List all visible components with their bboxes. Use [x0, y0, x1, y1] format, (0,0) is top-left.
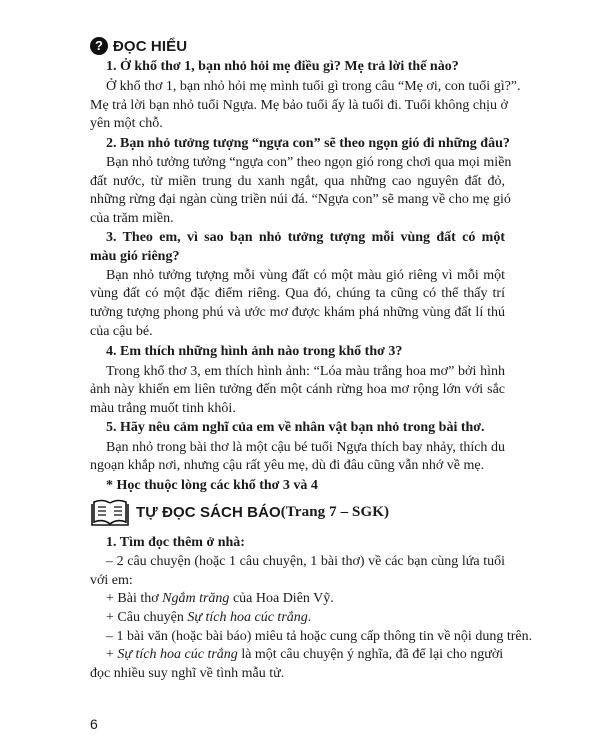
answer-2-line: Bạn nhỏ tưởng tưởng “ngựa con” theo ngọn gió rong chơi qua mọi miền: [106, 155, 512, 171]
question-3-cont: màu gió riêng?: [90, 249, 180, 265]
answer-1-line: Mẹ trả lời bạn nhỏ tuổi Ngựa. Mẹ bảo tuổi ấy là tuổi đi. Tuổi không chịu ở: [90, 97, 508, 113]
reading-line: đọc nhiều suy nghĩ về tình mẫu tử.: [90, 665, 285, 681]
answer-4-line: Trong khổ thơ 3, em thích hình ảnh: “Lóa màu trắng hoa mơ” bởi hình: [106, 363, 505, 379]
reading-item-2: + Câu chuyện Sự tích hoa cúc trắng.: [106, 610, 312, 626]
story-title: Sự tích hoa cúc trắng: [187, 610, 308, 626]
reading-line: với em:: [90, 572, 133, 588]
section-subtitle: (Trang 7 – SGK): [280, 503, 390, 520]
reading-heading: 1. Tìm đọc thêm ở nhà:: [106, 534, 245, 550]
section-heading-doc-hieu: [90, 37, 187, 55]
answer-3-line: vùng đất có một đặc điểm riêng. Qua đó, chúng ta cũng có thể thấy trí: [90, 286, 505, 302]
section-title: ĐỌC HIỂU: [113, 37, 188, 55]
answer-3-line: tưởng tượng phong phú và ước mơ được khám phá những vùng đất lí thú: [90, 304, 505, 320]
answer-1-line: Ở khổ thơ 1, bạn nhỏ hỏi mẹ mình tuổi gì trong câu “Mẹ ơi, con tuổi gì?”.: [106, 78, 521, 94]
reading-item-3: + Sự tích hoa cúc trắng là một câu chuyện ý nghĩa, đã để lại cho người: [106, 647, 504, 663]
question-5: 5. Hãy nêu cảm nghĩ của em về nhân vật bạn nhỏ trong bài thơ.: [106, 420, 485, 436]
question-2: 2. Bạn nhỏ tưởng tượng “ngựa con” sẽ theo ngọn gió đi những đâu?: [106, 135, 510, 151]
section-title: TỰ ĐỌC SÁCH BÁO: [136, 503, 281, 521]
answer-1-line: yên một chỗ.: [90, 116, 163, 132]
memorize-note: * Học thuộc lòng các khổ thơ 3 và 4: [106, 477, 318, 493]
question-circle-icon: ?: [90, 37, 108, 55]
answer-5-line: Bạn nhỏ trong bài thơ là một cậu bé tuổi Ngựa thích bay nhảy, thích du: [106, 439, 505, 455]
answer-5-line: ngoạn khắp nơi, nhưng cậu rất yêu mẹ, dù đi đâu cũng vẫn nhớ về mẹ.: [90, 458, 485, 474]
open-book-icon: [90, 497, 130, 527]
answer-4-line: ảnh này khiến em liên tưởng đến một cánh rừng hoa mơ rộng lớn với sắc: [90, 382, 505, 398]
poem-title: Ngắm trăng: [162, 591, 230, 607]
answer-4-line: màu trắng muốt tinh khôi.: [90, 400, 236, 416]
reading-item-1: + Bài thơ Ngắm trăng của Hoa Diên Vỹ.: [106, 591, 334, 607]
section-heading-tu-doc: [90, 497, 389, 527]
question-4: 4. Em thích những hình ảnh nào trong khổ thơ 3?: [106, 344, 403, 360]
question-3: 3. Theo em, vì sao bạn nhỏ tưởng tượng mỗi vùng đất có một: [106, 229, 505, 245]
answer-3-line: của cậu bé.: [90, 323, 153, 339]
answer-2-line: những rừng đại ngàn cùng triền núi đá. “Ngựa con” sẽ mang về cho mẹ gió: [90, 192, 511, 208]
answer-2-line: của trăm miền.: [90, 211, 174, 227]
reading-line: – 2 câu chuyện (hoặc 1 câu chuyện, 1 bài thơ) về các bạn cùng lứa tuổi: [106, 554, 505, 570]
page-number: 6: [90, 716, 98, 732]
question-1: 1. Ở khổ thơ 1, bạn nhỏ hỏi mẹ điều gì? Mẹ trả lời thế nào?: [106, 59, 459, 75]
answer-2-line: đất nước, từ miền trung du xanh ngắt, qua những cao nguyên đất đỏ,: [90, 173, 505, 189]
reading-line: – 1 bài văn (hoặc bài báo) miêu tả hoặc cung cấp thông tin về nội dung trên.: [106, 628, 533, 644]
answer-3-line: Bạn nhỏ tưởng tượng mỗi vùng đất có một màu gió riêng vì mỗi một: [106, 267, 505, 283]
